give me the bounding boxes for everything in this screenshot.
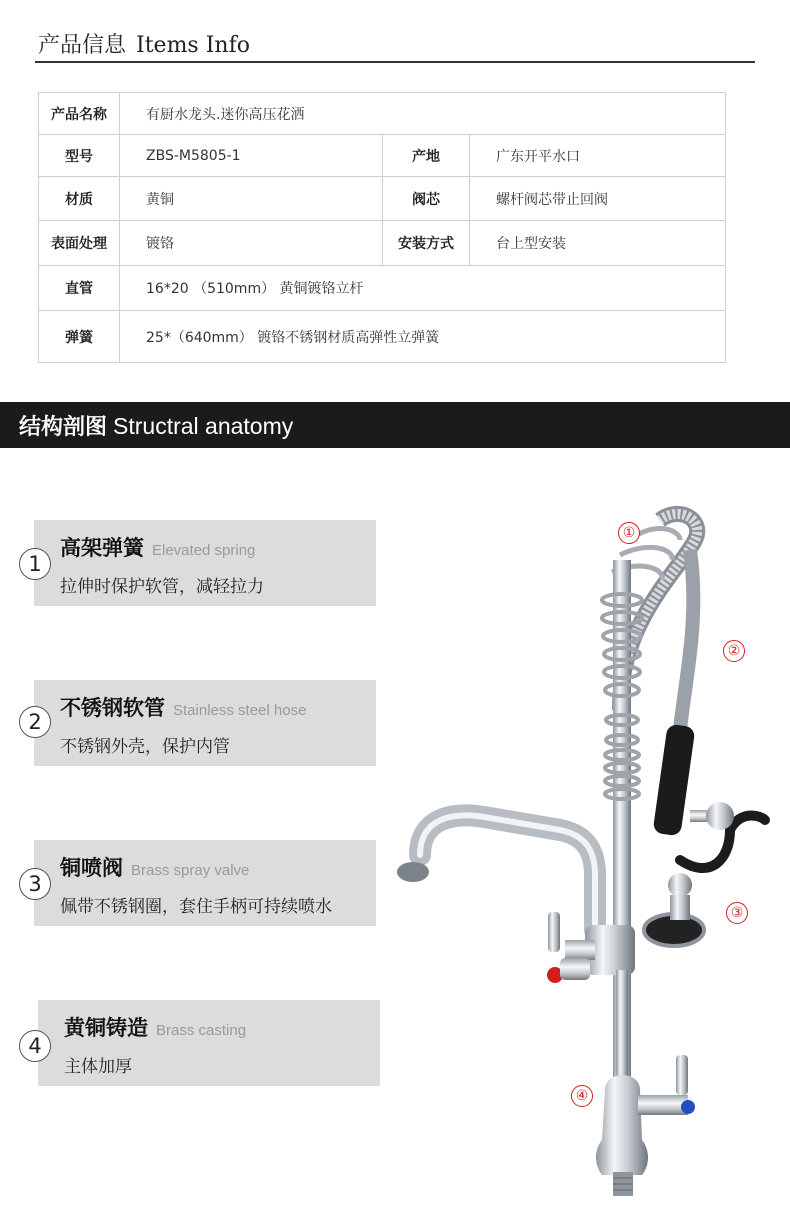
- feature-description: 不锈钢外壳，保护内管: [60, 737, 230, 757]
- feature-title-cn: 铜喷阀: [60, 856, 123, 880]
- spray-grip: [652, 724, 695, 837]
- feature-description: 佩带不锈钢圈，套住手柄可持续喷水: [60, 897, 332, 917]
- anatomy-title-cn: 结构剖图: [19, 415, 108, 440]
- spec-key: 材质: [39, 177, 120, 221]
- feature-number-badge: 2: [19, 706, 51, 738]
- feature-card-stainless-hose: [34, 680, 376, 766]
- spec-value: 黄铜: [120, 177, 383, 221]
- spec-key: 型号: [39, 135, 120, 177]
- spec-value: 25*（640mm） 镀铬不锈钢材质高弹性立弹簧: [120, 311, 726, 363]
- items-info-title-cn: 产品信息: [38, 33, 127, 58]
- feature-title-en: Brass spray valve: [131, 862, 250, 879]
- spec-value: 镀铬: [120, 221, 383, 266]
- lower-valve-body: [596, 1075, 648, 1175]
- table-row: [39, 266, 726, 311]
- spec-key: 直管: [39, 266, 120, 311]
- spec-key: 安装方式: [383, 221, 470, 266]
- spec-value: ZBS-M5805-1: [120, 135, 383, 177]
- spec-value: 16*20 （510mm） 黄铜镀铬立杆: [120, 266, 726, 311]
- feature-title: [60, 692, 306, 722]
- feature-title: [60, 852, 249, 882]
- callout-marker-2: ②: [723, 640, 745, 662]
- table-row: [39, 135, 726, 177]
- feature-description: 拉伸时保护软管，减轻拉力: [60, 577, 264, 597]
- spec-key: 表面处理: [39, 221, 120, 266]
- feature-card-brass-casting: [38, 1000, 380, 1086]
- callout-marker-4: ④: [571, 1085, 593, 1107]
- feature-number-badge: 4: [19, 1030, 51, 1062]
- feature-card-brass-spray-valve: [34, 840, 376, 926]
- feature-title-cn: 不锈钢软管: [60, 696, 165, 720]
- spec-key: 产品名称: [39, 93, 120, 135]
- table-row: [39, 221, 726, 266]
- feature-title-cn: 黄铜铸造: [64, 1016, 148, 1040]
- feature-title-en: Stainless steel hose: [173, 702, 307, 719]
- table-row: [39, 177, 726, 221]
- spec-key: 阀芯: [383, 177, 470, 221]
- items-info-title-en: Items Info: [136, 33, 250, 58]
- anatomy-banner: [0, 402, 790, 448]
- spec-value: 广东开平水口: [470, 135, 726, 177]
- aerator: [397, 862, 429, 882]
- feature-number-badge: 3: [19, 868, 51, 900]
- anatomy-title-en: Structral anatomy: [113, 413, 294, 439]
- anatomy-title: [19, 410, 293, 441]
- header-divider: [35, 61, 755, 63]
- feature-card-elevated-spring: [34, 520, 376, 606]
- feature-title-en: Brass casting: [156, 1022, 247, 1039]
- lower-riser: [616, 970, 628, 1090]
- feature-description: 主体加厚: [64, 1057, 132, 1077]
- spec-key: 弹簧: [39, 311, 120, 363]
- callout-marker-1: ①: [618, 522, 640, 544]
- spec-value: 有厨水龙头.迷你高压花洒: [120, 93, 726, 135]
- feature-title-cn: 高架弹簧: [60, 536, 144, 560]
- feature-title: [64, 1012, 246, 1042]
- spec-key: 产地: [383, 135, 470, 177]
- cold-indicator: [681, 1100, 695, 1114]
- spec-value: 台上型安装: [470, 221, 726, 266]
- feature-title-en: Elevated spring: [152, 542, 256, 559]
- callout-marker-3: ③: [726, 902, 748, 924]
- table-row: [39, 93, 726, 135]
- spec-table: [38, 92, 726, 363]
- spec-value: 螺杆阀芯带止回阀: [470, 177, 726, 221]
- feature-number-badge: 1: [19, 548, 51, 580]
- feature-title: [60, 532, 255, 562]
- items-info-title: [38, 28, 250, 59]
- table-row: [39, 311, 726, 363]
